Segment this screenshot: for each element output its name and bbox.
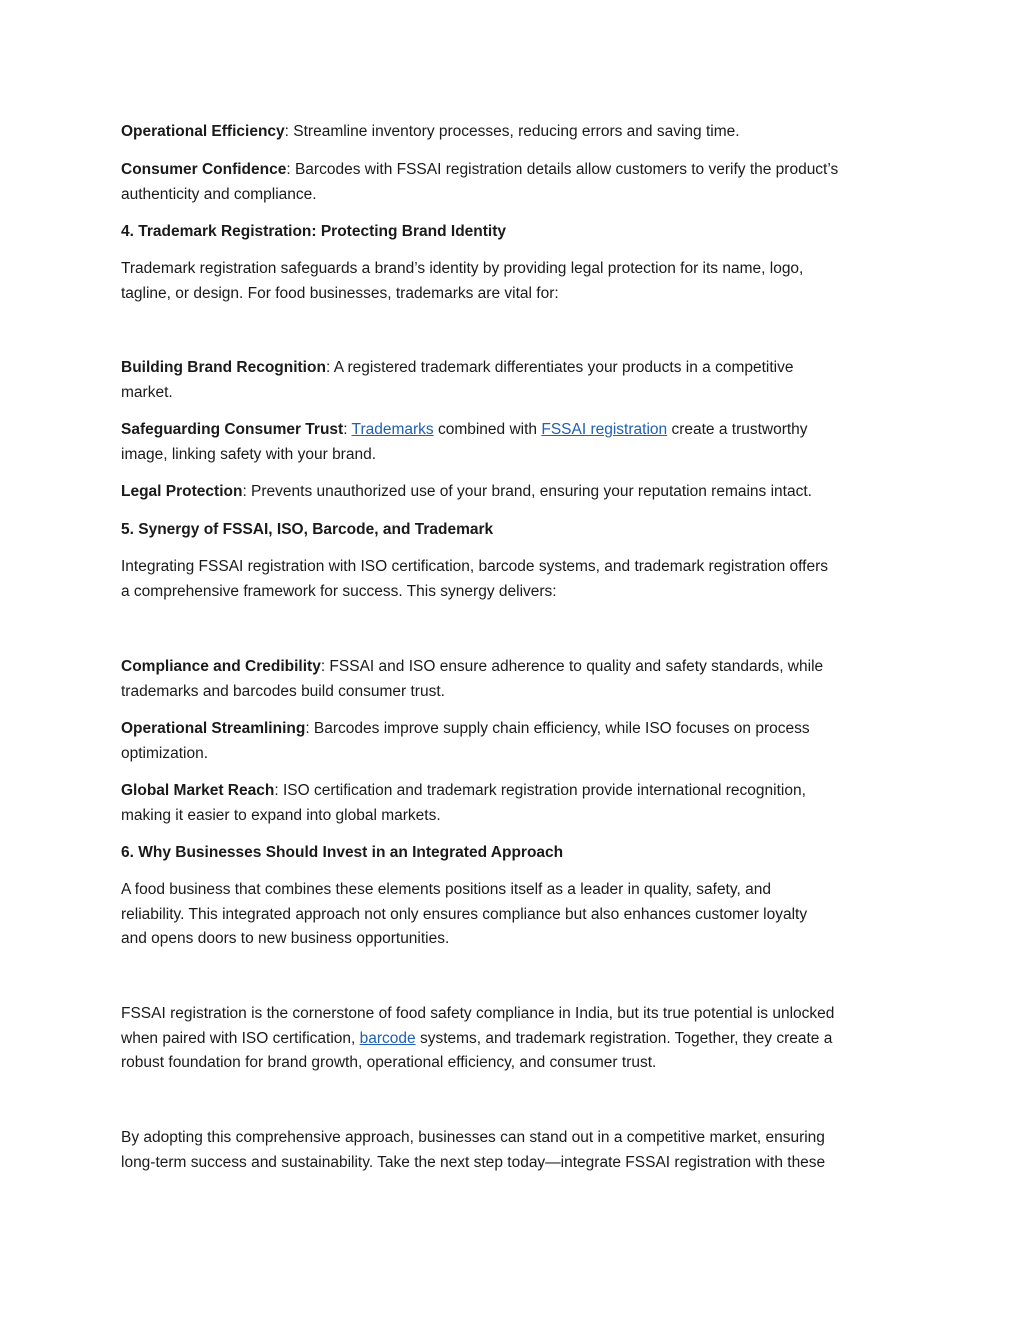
section-6-body [121, 878, 906, 952]
term-label: Building Brand Recognition [121, 359, 326, 376]
term-label: Global Market Reach [121, 782, 275, 799]
term-label: Compliance and Credibility [121, 658, 321, 675]
paragraph-text: optimization. [121, 744, 209, 762]
closing-paragraph [121, 1126, 906, 1175]
paragraph-text: : Streamline inventory processes, reducing errors and saving time. [284, 123, 740, 140]
paragraph-text: : Prevents unauthorized use of your brand, ensuring your reputation remains intact. [242, 483, 812, 500]
paragraph-text: when paired with ISO certification, [121, 1029, 360, 1047]
paragraph-text: market. [121, 383, 173, 401]
operational-efficiency-paragraph [121, 120, 906, 145]
paragraph-text: : A registered trademark differentiates your products in a competitive [325, 359, 794, 376]
paragraph-text: systems, and trademark registration. Together, they create a [415, 1029, 833, 1047]
paragraph-text: long-term success and sustainability. Take the next step today—integrate FSSAI registration with these [121, 1153, 826, 1171]
paragraph-text: By adopting this comprehensive approach, businesses can stand out in a competitive market, ensuring [121, 1129, 825, 1146]
paragraph-text: robust foundation for brand growth, operational efficiency, and consumer trust. [121, 1054, 657, 1071]
section-6-heading: 6. Why Businesses Should Invest in an Integrated Approach [121, 844, 564, 861]
paragraph-text: Trademark registration safeguards a brand’s identity by providing legal protection for its name, logo, [121, 260, 804, 277]
paragraph-text: A food business that combines these elements positions itself as a leader in quality, safety, and [121, 881, 771, 898]
paragraph-text: trademarks and barcodes build consumer trust. [121, 682, 445, 700]
paragraph-text: FSSAI registration is the cornerstone of food safety compliance in India, but its true potential is unlocked [121, 1005, 835, 1022]
section-4-intro [121, 257, 906, 306]
term-label: Operational Efficiency [121, 123, 285, 140]
global-reach-paragraph [121, 779, 906, 828]
paragraph-text: : ISO certification and trademark registration provide international recognition, [274, 782, 806, 799]
paragraph-text: : [343, 421, 352, 438]
fssai-registration-link[interactable]: FSSAI registration [541, 421, 668, 438]
trademarks-link[interactable]: Trademarks [351, 421, 434, 438]
paragraph-text: : Barcodes improve supply chain efficiency, while ISO focuses on process [305, 720, 810, 737]
paragraph-text: image, linking safety with your brand. [121, 445, 377, 463]
paragraph-text: create a trustworthy [667, 421, 808, 438]
paragraph-text: and opens doors to new business opportunities. [121, 930, 450, 947]
cornerstone-paragraph [121, 1002, 906, 1076]
operational-streamlining-paragraph [121, 717, 906, 766]
barcode-link[interactable]: barcode [359, 1029, 416, 1047]
paragraph-text: : FSSAI and ISO ensure adherence to quality and safety standards, while [320, 658, 824, 675]
term-label: Operational Streamlining [121, 720, 306, 737]
paragraph-text: authenticity and compliance. [121, 185, 317, 203]
paragraph-text: : Barcodes with FSSAI registration details allow customers to verify the product’s [286, 161, 839, 178]
section-5-intro [121, 555, 906, 604]
term-label: Consumer Confidence [121, 161, 287, 178]
legal-protection-paragraph [121, 480, 906, 505]
building-brand-paragraph [121, 356, 906, 405]
term-label: Safeguarding Consumer Trust [121, 421, 344, 438]
paragraph-text: making it easier to expand into global markets. [121, 806, 441, 824]
safeguarding-trust-paragraph [121, 418, 906, 467]
term-label: Legal Protection [121, 483, 243, 500]
consumer-confidence-paragraph [121, 158, 906, 207]
section-5-heading: 5. Synergy of FSSAI, ISO, Barcode, and Trademark [121, 521, 494, 538]
paragraph-text: combined with [433, 421, 542, 438]
compliance-credibility-paragraph [121, 655, 906, 704]
paragraph-text: tagline, or design. For food businesses, trademarks are vital for: [121, 284, 559, 302]
section-4-heading: 4. Trademark Registration: Protecting Brand Identity [121, 223, 506, 240]
paragraph-text: Integrating FSSAI registration with ISO certification, barcode systems, and trademark registration offers [121, 558, 828, 575]
paragraph-text: reliability. This integrated approach not only ensures compliance but also enhances customer loyalty [121, 905, 808, 923]
paragraph-text: a comprehensive framework for success. This synergy delivers: [121, 582, 557, 600]
